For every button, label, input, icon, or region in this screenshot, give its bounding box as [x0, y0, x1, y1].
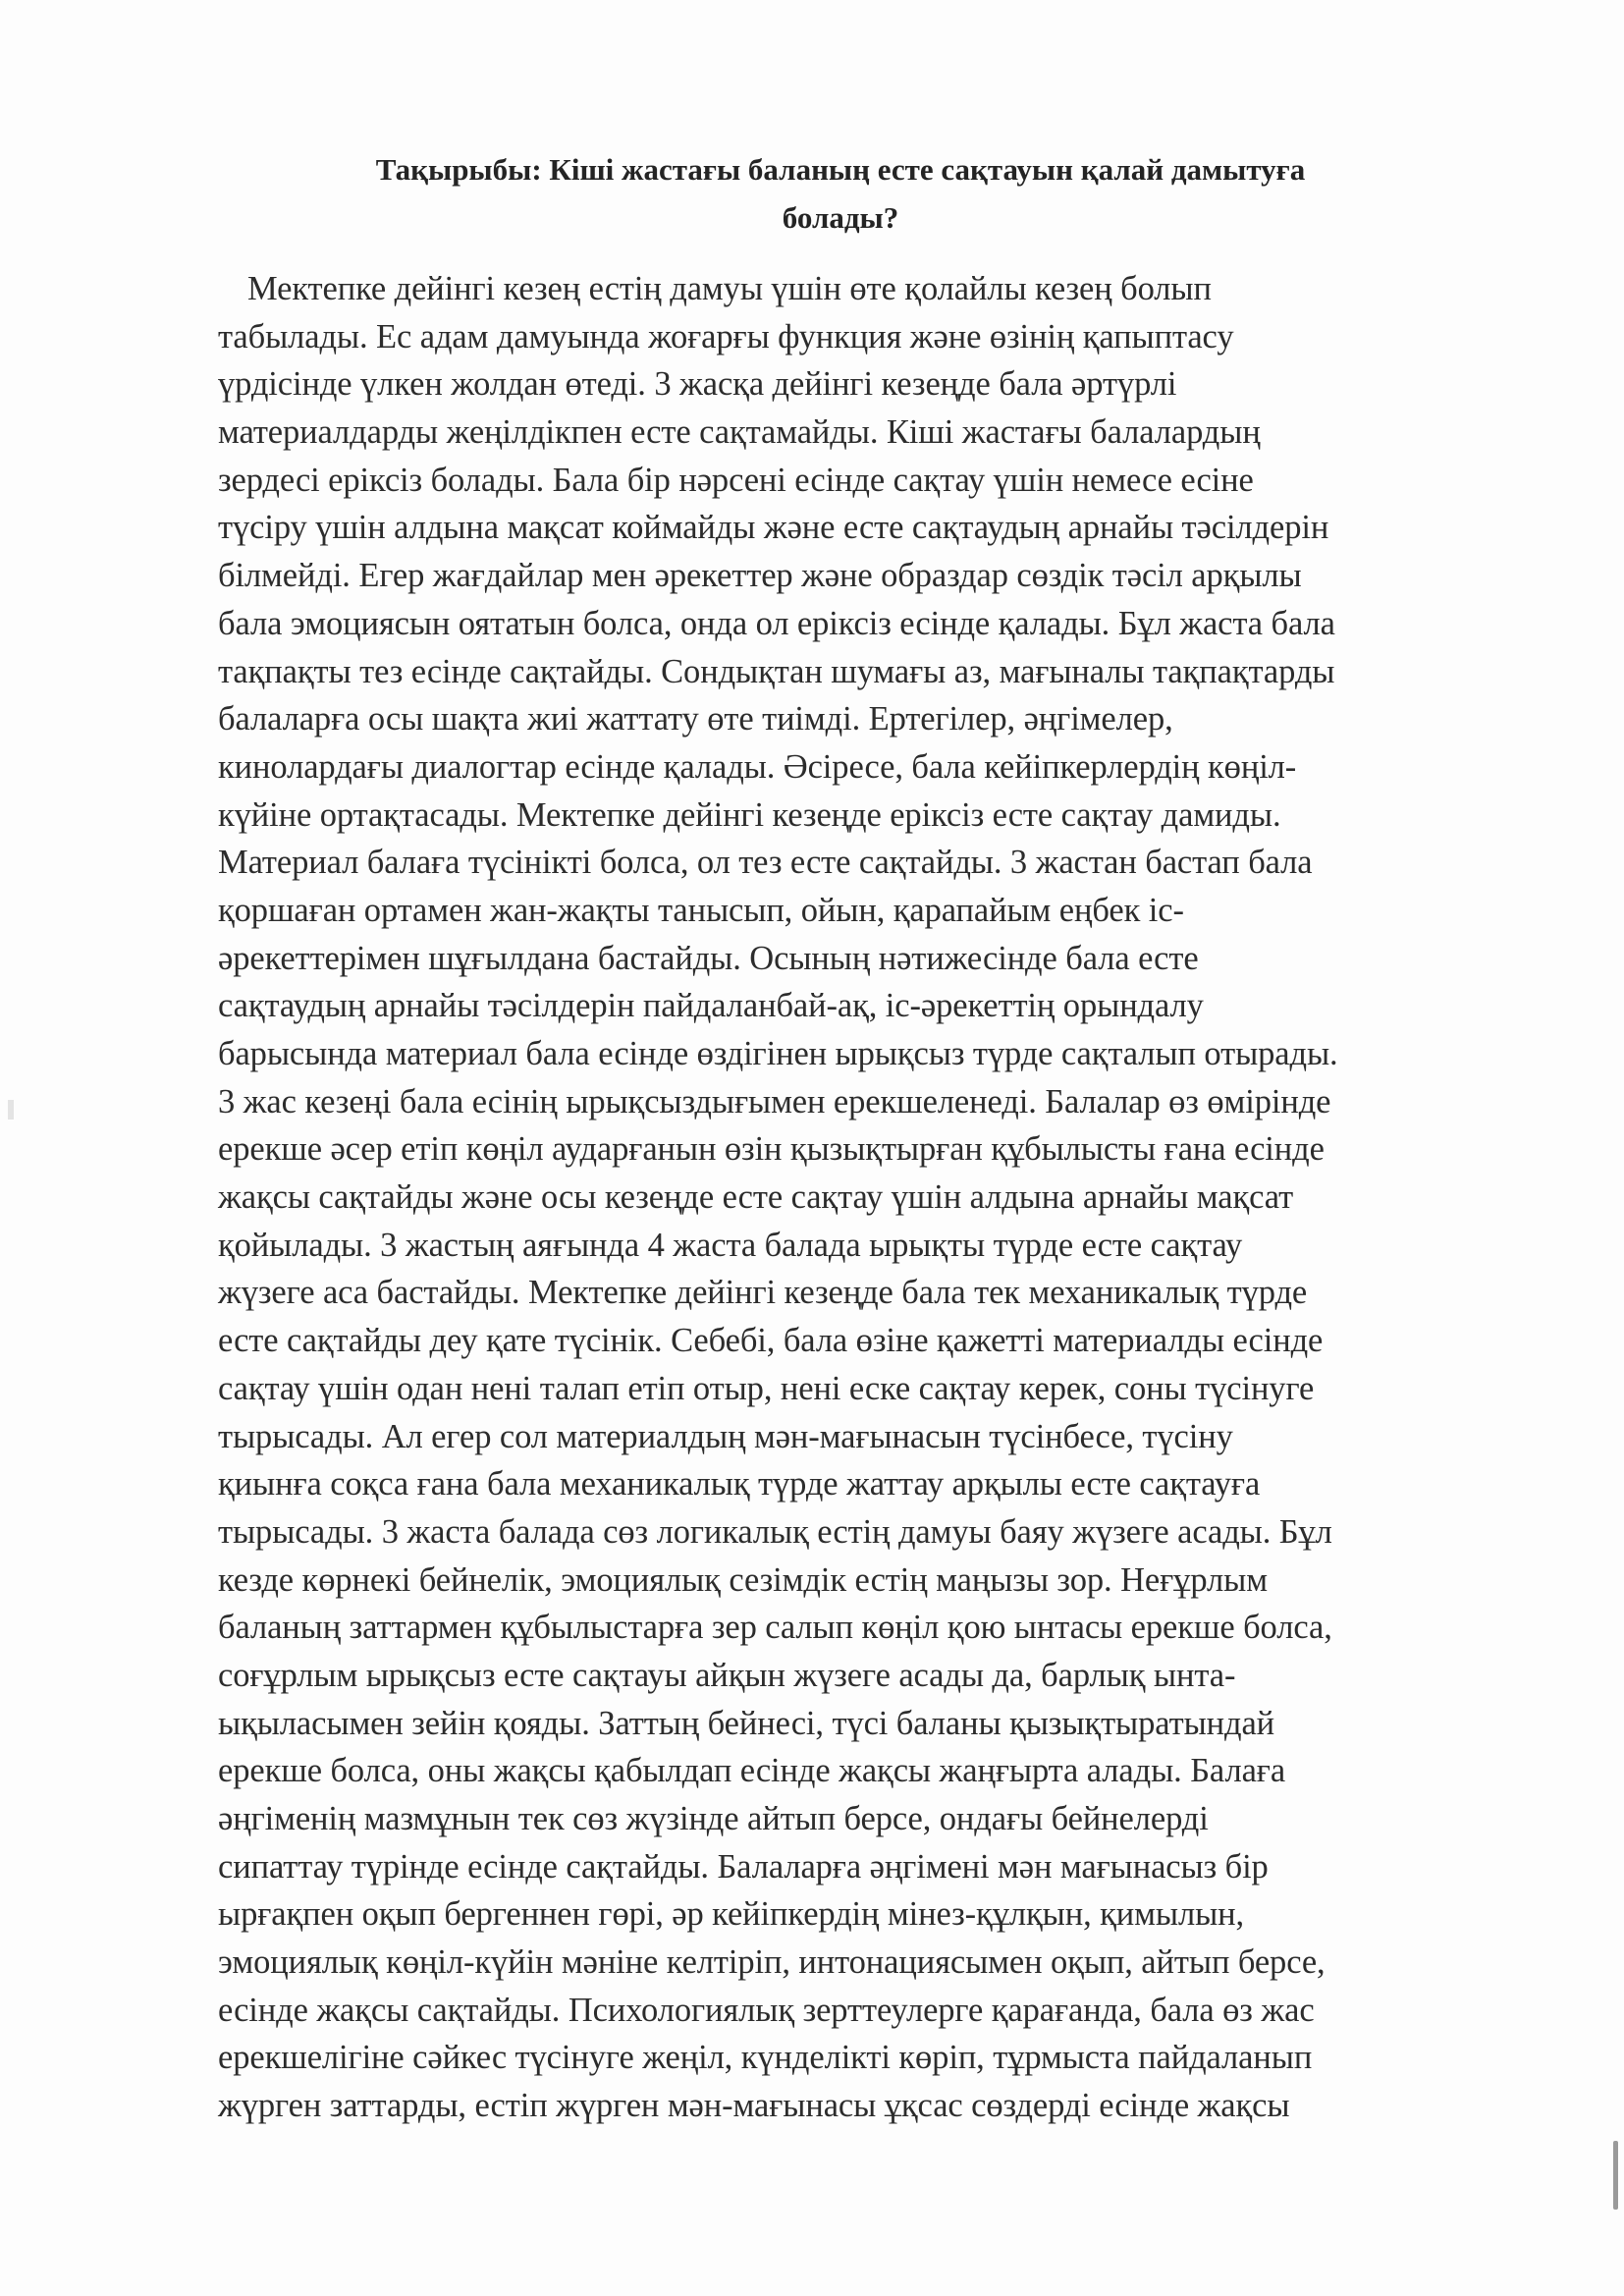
text-line: үрдісінде үлкен жолдан өтеді. 3 жасқа дейінгі кезеңде бала әртүрлі: [218, 365, 1177, 404]
text-line: есте сақтайды деу қате түсінік. Себебі, бала өзіне қажетті материалды есінде: [218, 1322, 1324, 1360]
text-line: есінде жақсы сақтайды. Психологиялық зерттеулерге қарағанда, бала өз жас: [218, 1991, 1315, 2029]
text-line: Мектепке дейінгі кезең естің дамуы үшін өте қолайлы кезең болып: [247, 270, 1212, 307]
text-line: ықыласымен зейін қояды. Заттың бейнесі, түсі баланы қызықтыратындай: [218, 1704, 1275, 1742]
text-line: эмоциялық көңіл-күйін мәніне келтіріп, интонациясымен оқып, айтып берсе,: [218, 1943, 1326, 1982]
text-line: қойылады. 3 жастың аяғында 4 жаста балада ырықты түрде есте сақтау: [218, 1226, 1243, 1264]
text-line: жүзеге аса бастайды. Мектепке дейінгі кезеңде бала тек механикалық түрде: [218, 1274, 1308, 1312]
text-line: барысында материал бала есінде өздігінен ырықсыз түрде сақталып отырады.: [218, 1035, 1338, 1072]
text-line: жақсы сақтайды және осы кезеңде есте сақтау үшін алдына арнайы мақсат: [218, 1178, 1294, 1217]
text-line: күйіне ортақтасады. Мектепке дейінгі кезеңде еріксіз есте сақтау дамиды.: [218, 795, 1281, 834]
text-line: кинолардағы диалогтар есінде қалады. Әсіресе, бала кейіпкерлердің көңіл-: [218, 747, 1297, 786]
text-line: табылады. Ес адам дамуында жоғарғы функция және өзінің қапыптасу: [218, 317, 1234, 355]
text-line: ерекшелігіне сәйкес түсінуге жеңіл, күнделікті көріп, тұрмыста пайдаланып: [218, 2039, 1313, 2077]
text-line: балаларға осы шақта жиі жаттату өте тиімді. Ертегілер, әңгімелер,: [218, 700, 1173, 738]
text-line: әрекеттерімен шұғылдана бастайды. Осының нәтижесінде бала есте: [218, 939, 1199, 977]
text-line: кезде көрнекі бейнелік, эмоциялық сезімдік естің маңызы зор. Неғұрлым: [218, 1560, 1268, 1599]
text-line: тақпақты тез есінде сақтайды. Сондықтан шумағы аз, мағыналы тақпақтарды: [218, 652, 1335, 690]
text-line: ерекше әсер етіп көңіл аударғанын өзін қызықтырған құбылысты ғана есінде: [218, 1130, 1325, 1169]
text-line: сипаттау түрінде есінде сақтайды. Балаларға әңгімені мән мағынасыз бір: [218, 1847, 1269, 1886]
text-line: бала эмоциясын оятатын болса, онда ол еріксіз есінде қалады. Бұл жаста бала: [218, 604, 1335, 642]
text-line: қиынға соқса ғана бала механикалық түрде жаттау арқылы есте сақтауға: [218, 1465, 1261, 1503]
text-line: тырысады. 3 жаста балада сөз логикалық естің дамуы баяу жүзеге асады. Бұл: [218, 1512, 1332, 1551]
text-line: зердесі еріксіз болады. Бала бір нәрсені есінде сақтау үшін немесе есіне: [218, 461, 1254, 499]
text-line: әңгіменің мазмұнын тек сөз жүзінде айтып берсе, ондағы бейнелерді: [218, 1800, 1209, 1837]
scan-edge-artifact: [1613, 2141, 1618, 2210]
text-line: соғұрлым ырықсыз есте сақтауы айқын жүзеге асады да, барлық ынта-: [218, 1656, 1236, 1694]
title-line: Тақырыбы: Кіші жастағы баланың есте сақтауын қалай дамытуға: [375, 152, 1306, 187]
text-line: қоршаған ортамен жан-жақты танысып, ойын, қарапайым еңбек іс-: [218, 891, 1184, 929]
text-line: материалдарды жеңілдікпен есте сақтамайды. Кіші жастағы балалардың: [218, 413, 1261, 452]
text-line: тырысады. Ал егер сол материалдың мән-мағынасын түсінбесе, түсіну: [218, 1417, 1233, 1455]
text-line: Материал балаға түсінікті болса, ол тез есте сақтайды. 3 жастан бастап бала: [218, 844, 1313, 882]
body-paragraph: [218, 265, 1494, 2130]
text-line: ырғақпен оқып бергеннен гөрі, әр кейіпкердің мінез-құлқын, қимылын,: [218, 1895, 1245, 1934]
text-line: ерекше болса, оны жақсы қабылдап есінде жақсы жаңғырта алады. Балаға: [218, 1752, 1286, 1790]
text-line: түсіру үшін алдына мақсат коймайды және есте сақтаудың арнайы тәсілдерін: [218, 509, 1329, 547]
scan-artifact: [8, 1100, 14, 1120]
text-line: сақтаудың арнайы тәсілдерін пайдаланбай-ақ, іс-әрекеттің орындалу: [218, 987, 1204, 1025]
title-line: болады?: [782, 200, 899, 235]
text-line: білмейді. Егер жағдайлар мен әрекеттер және образдар сөздік тәсіл арқылы: [218, 557, 1302, 595]
text-line: 3 жас кезеңі бала есінің ырықсыздығымен ерекшеленеді. Балалар өз өмірінде: [218, 1082, 1331, 1121]
document-title: [196, 145, 1485, 242]
text-line: сақтау үшін одан нені талап етіп отыр, нені еске сақтау керек, соны түсінуге: [218, 1369, 1315, 1407]
text-line: жүрген заттарды, естіп жүрген мән-мағынасы ұқсас сөздерді есінде жақсы: [218, 2087, 1290, 2125]
text-line: баланың заттармен құбылыстарға зер салып көңіл қою ынтасы ерекше болса,: [218, 1609, 1332, 1647]
